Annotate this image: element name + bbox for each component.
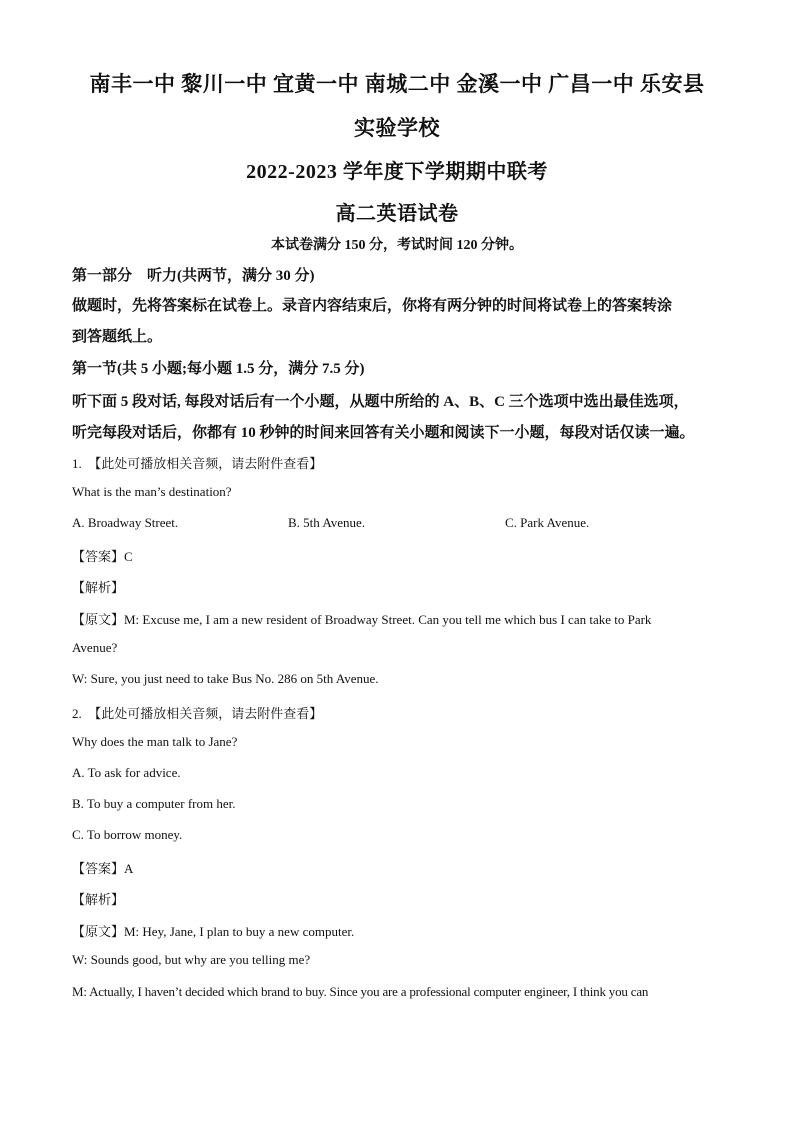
- q2-transcript-2: W: Sounds good, but why are you telling me?: [72, 952, 311, 967]
- q2-transcript-1: 【原文】M: Hey, Jane, I plan to buy a new computer.: [72, 924, 355, 939]
- q1-transcript-2: Avenue?: [72, 640, 118, 655]
- subject-title: 高二英语试卷: [335, 203, 459, 225]
- section1-instruction-1: 听下面 5 段对话, 每段对话后有一个小题，从题中所给的 A、B、C 三个选项中选出最佳选项，: [72, 394, 689, 410]
- q1-option-b: B. 5th Avenue.: [288, 515, 366, 530]
- q1-analysis: 【解析】: [72, 580, 125, 595]
- part1-heading: 第一部分 听力(共两节，满分 30 分): [72, 268, 315, 284]
- part1-instruction-2: 到答题纸上。: [72, 329, 163, 345]
- q2-answer: 【答案】A: [72, 861, 134, 876]
- section1-instruction-2: 听完每段对话后，你都有 10 秒钟的时间来回答有关小题和阅读下一小题，每段对话仅读一遍。: [72, 425, 695, 441]
- score-info: 本试卷满分 150 分，考试时间 120 分钟。: [271, 238, 523, 253]
- q2-number: 2. 【此处可播放相关音频，请去附件查看】: [72, 706, 323, 721]
- q2-analysis: 【解析】: [72, 892, 125, 907]
- part1-instruction-1: 做题时，先将答案标在试卷上。录音内容结束后，你将有两分钟的时间将试卷上的答案转涂: [72, 298, 673, 314]
- exam-title: 2022-2023 学年度下学期期中联考: [246, 161, 548, 183]
- q2-option-c: C. To borrow money.: [72, 827, 183, 842]
- schools-line-1: 南丰一中 黎川一中 宜黄一中 南城二中 金溪一中 广昌一中 乐安县: [89, 72, 705, 96]
- q2-question: Why does the man talk to Jane?: [72, 734, 238, 749]
- q2-option-a: A. To ask for advice.: [72, 765, 181, 780]
- q1-question: What is the man’s destination?: [72, 484, 232, 499]
- q1-option-a: A. Broadway Street.: [72, 515, 179, 530]
- section1-heading: 第一节(共 5 小题;每小题 1.5 分，满分 7.5 分): [72, 361, 365, 377]
- q1-transcript-3: W: Sure, you just need to take Bus No. 286 on 5th Avenue.: [72, 671, 379, 686]
- q2-transcript-3: M: Actually, I haven’t decided which brand to buy. Since you are a professional computer engineer, I think you can: [72, 984, 649, 999]
- q1-number: 1. 【此处可播放相关音频，请去附件查看】: [72, 456, 323, 471]
- q1-option-c: C. Park Avenue.: [505, 515, 590, 530]
- q1-answer: 【答案】C: [72, 549, 133, 564]
- schools-line-2: 实验学校: [354, 116, 440, 140]
- q2-option-b: B. To buy a computer from her.: [72, 796, 236, 811]
- q1-transcript-1: 【原文】M: Excuse me, I am a new resident of Broadway Street. Can you tell me which bus I can take to Park: [72, 612, 652, 627]
